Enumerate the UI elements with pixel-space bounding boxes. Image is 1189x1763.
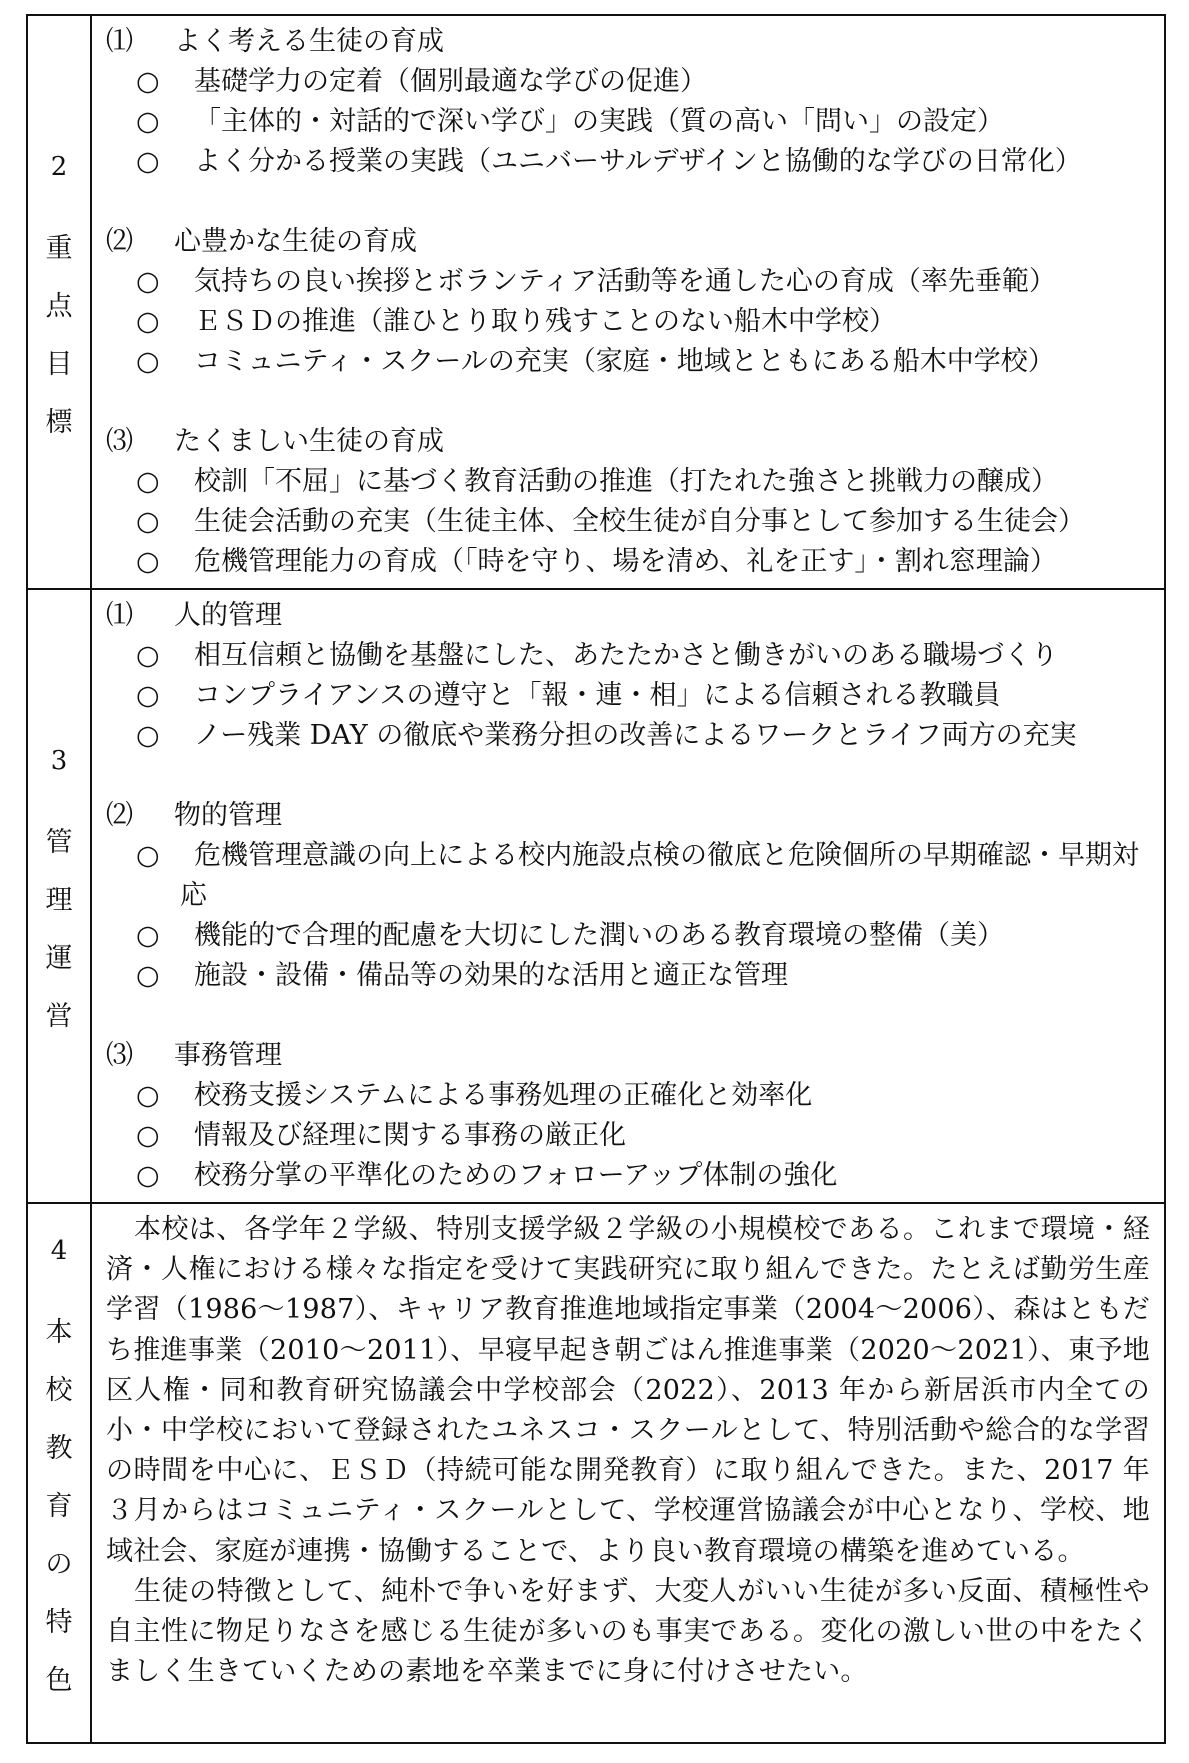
section-label-char: 点 [45,291,73,322]
list-item: ○ ＥＳＤの推進（誰ひとり取り残すことのない船木中学校） [136,306,896,337]
list-item: ○ 気持ちの良い挨拶とボランティア活動等を通した心の育成（率先垂範） [136,266,1056,297]
section-label-4 [27,1203,91,1743]
list-item: ○ 施設・設備・備品等の効果的な活用と適正な管理 [136,960,788,991]
group-heading: ⑶ 事務管理 [106,1040,282,1071]
list-item: ○ 校訓「不屈」に基づく教育活動の推進（打たれた強さと挑戦力の醸成） [136,466,1058,497]
group-heading: ⑵ 心豊かな生徒の育成 [106,226,417,257]
list-item: ○ コミュニティ・スクールの充実（家庭・地域とともにある船木中学校） [136,346,1055,377]
list-item: ○ 機能的で合理的配慮を大切にした潤いのある教育環境の整備（美） [136,920,1004,951]
list-item: ○ 「主体的・対話的で深い学び」の実践（質の高い「問い」の設定） [136,106,1004,137]
section-label-char: 色 [45,1665,73,1696]
section-label-char: 育 [45,1491,73,1522]
section-label-char: 営 [45,1001,73,1032]
section-row-4 [27,1203,1165,1743]
list-item: ○ 危機管理能力の育成（「時を守り、場を清め、礼を正す」・割れ窓理論） [136,546,1057,577]
paragraph: 生徒の特徴として、純朴で争いを好まず、大変人がいい生徒が多い反面、積極性や自主性に物足りなさを感じる生徒が多いのも事実である。変化の激しい世の中をたくましく生きていくための素地を卒業までに身に付けさせたい。 [106,1575,1150,1688]
section-row-3 [27,589,1165,1203]
list-item: ○ 校務支援システムによる事務処理の正確化と効率化 [136,1080,813,1111]
section-label-char: 管 [45,827,73,858]
list-item: ○ 基礎学力の定着（個別最適な学びの促進） [136,66,707,97]
group-heading: ⑶ たくましい生徒の育成 [106,426,444,457]
section-label-char: 運 [45,943,73,974]
list-item: ○ 情報及び経理に関する事務の厳正化 [136,1120,626,1151]
section-label-2 [27,15,91,589]
section-label-char: 本 [45,1317,73,1348]
section-row-2 [27,15,1165,589]
section-content-4 [91,1203,1165,1743]
section-content-2 [91,15,1165,589]
section-label-3 [27,589,91,1203]
section-number: 4 [50,1236,68,1266]
school-plan-table [26,14,1166,1744]
group-heading: ⑴ 人的管理 [106,600,282,631]
list-item: ○ 生徒会活動の充実（生徒主体、全校生徒が自分事として参加する生徒会） [136,506,1085,537]
section-content-3 [91,589,1165,1203]
group-heading: ⑴ よく考える生徒の育成 [106,26,444,57]
list-item: ○ 危機管理意識の向上による校内施設点検の徹底と危険個所の早期確認・早期対応 [136,840,1139,911]
section-label-char: 重 [45,233,73,264]
section-label-char: 理 [45,885,73,916]
section-label-char: 特 [45,1607,73,1638]
list-item: ○ 相互信頼と協働を基盤にした、あたたかさと働きがいのある職場づくり [136,640,1058,671]
paragraph: 本校は、各学年２学級、特別支援学級２学級の小規模校である。これまで環境・経済・人権における様々な指定を受けて実践研究に取り組んできた。たとえば勤労生産学習（1986～1987）、キャリア教育推進地域指定事業（2004～2006）、森はともだち推進事業（2010～2011）、早寝早起き朝ごはん推進事業（2020～2021）、東予地区人権・同和教育研究協議会中学校部会（2022）、2013 年から新居浜市内全ての小・中学校において登録されたユネスコ・スクールとして、特別活動や総合的な学習の時間を中心に、ＥＳＤ（持続可能な開発教育）に取り組んできた。また、2017 年３月からはコミュニティ・スクールとして、学校運営協議会が中心となり、学校、地域社会、家庭が連携・協働することで、より良い教育環境の構築を進めている。 [106,1214,1150,1567]
section-label-char: 標 [45,407,73,438]
section-label-char: の [45,1549,73,1580]
section-label-char: 教 [45,1433,73,1464]
list-item: ○ 校務分掌の平準化のためのフォローアップ体制の強化 [136,1160,838,1191]
list-item: ○ ノー残業 DAY の徹底や業務分担の改善によるワークとライフ両方の充実 [136,720,1077,751]
group-heading: ⑵ 物的管理 [106,800,282,831]
section-label-char: 校 [45,1375,73,1406]
list-item: ○ コンプライアンスの遵守と「報・連・相」による信頼される教職員 [136,680,1001,711]
section-label-char: 目 [45,349,73,380]
section-number: 3 [50,746,68,776]
section-number: 2 [50,152,68,182]
list-item: ○ よく分かる授業の実践（ユニバーサルデザインと協働的な学びの日常化） [136,146,1082,177]
